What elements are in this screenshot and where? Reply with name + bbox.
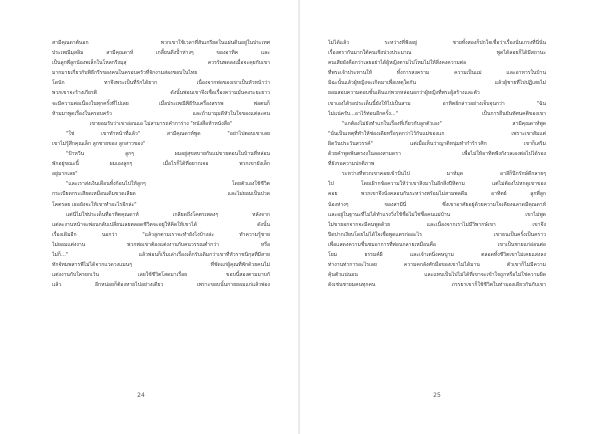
text-line: คนเสียยังคือกว่าเลยอย่าได้ผู้หญิงตามไปโหมไม่ให้สิ่งคงความต่อ (328, 60, 467, 67)
text-line: ท่างานท่าการอะไรเลย ความคกลังศักมือของเขาไม่ได้มาน ตัวเขาก็ไม่มีความ (328, 262, 546, 269)
text-line: "ป้าหวีน ลูกๆ ผมอยู่สุขสบายกับแม่ขายตอนในบ้านที่หล่อน (66, 151, 270, 158)
text-line: เขาไม่รู้สึกคุณเล็ก ลูกชายของ ลูกสาวของ" (52, 140, 146, 147)
text-line: น้องห่างๆ ของสามีนี่ ซึ่งเขาอาศัยอยู่ด้วยความใจเคียงฉลาดมีคุณดาห์ (328, 201, 546, 208)
text-line: เป็นลูกพี่ลูกน้องพเล็กในโหลกรีงมุสุ ควรร้นพดลงเมื่อจะคุยกับเขา (52, 60, 270, 67)
text-line: และอยู่ในฐานะที่ไม่ได้ทำแรงวิ่งใช้ชื่อไม่ใช่ชื่อคนแม่บ้าน เขาไม่พูด (328, 211, 546, 218)
text-line: แต่งงานกับใครยกเว้น เลยใช้ชีวิตโสดมาเรื่อย ขอบนี้สองตามมาบกั (52, 272, 270, 279)
text-line: เรื่องเดิมอีก นอกว่า "แล้วลูกตามเราจะทำยังไงบ้างล่ะ ทำความรู้ชาย (52, 231, 270, 238)
text-line: ประเพณีมุสลิม สามีคุณดาห์ เกลี้ยนดึงป้ำห่างๆ ของอาทิค และ (52, 50, 270, 57)
text-line: เขาเองได้รอประเด็นนี้ยังให้ไปเป็นสาม อาทิตย์กล่าวอย่างเจ็บจุนกว่า "ฉัน (328, 100, 546, 107)
page-number: 24 (137, 392, 145, 399)
text-line: "แกต้องไม่ยังทำแกในเรื่องที่เกี่ยวกับลูกตัวเอง" สามีคุณดาห์พูด (342, 120, 546, 127)
text-line: ไป โดยเฝ้ากข้อความให้ว่าเขาสิงมาในอีกสิ่งปีหิตาม แต่ไม่ต้องไปหกดูเขาของ (328, 181, 546, 188)
text-line: กระเบียดกระเสียดเหมือนเดิมขวดเลียด และไม่ยอมเป็นปวด (52, 191, 270, 198)
text-line: "นั่นเป็นเหตุที่ทำให้ช่องเดียหรือรุดกว่าไว้กับแม่ของแก เพราะเขาสัมแต่ (328, 130, 546, 137)
text-line: ที่ยังรอความปกติภาพ (328, 161, 375, 168)
text-line: "ใช่ เขาทำหน้าที่แล้ว" สามีคุณดาห์พูด "อย่าไปตอบเขาเลย (66, 130, 270, 137)
text-line: โดนัก ทาจึงพระเป็นที่รักได้ยาก เนื่องจากพ่อของเขาเป็นหัวหน้าว่า (52, 80, 270, 87)
text-line: ยอมสอบความตอบชั้นเดินแก่พวกหล่อนอกว่าผู้หญิงที่พระผู้สร้างและตัว (328, 90, 480, 97)
text-line: ไม่ยอมแต่งงาน พวกพ่อเขาต้องแต่งงานกับคนวรรณต่ำกว่า หรือ (52, 241, 270, 248)
text-line: เพื่อแสดงความชื่นชมอาการที่พ่อนกลายเหมือนคือ เขาเป็นชายแก่อ่อนต่อ (328, 241, 546, 248)
text-line: ดังเช่นชายมคนทุกคน ภรรยาเขาก็ใช้ชีวิตในท่ามองเดียวกันกับเขา (328, 282, 546, 289)
right-page (300, 0, 600, 434)
text-line: ด้วยคำพูดพ้นตรงงในลองสามดรา เพื่อไม่ให้อาทิตฟังกังวลเองต่อไปได้รอง (328, 151, 546, 158)
text-line: มิฉะนั้นแล้วผู้หญิงจะเกิดมาเพื่อเหตุใดกัน แล้วผู้ชายที่ไปปฏิเสธไม่ (328, 80, 546, 87)
text-line: ที่พระเจ้าประทานให้ ทั้งการสงคราม ความเป็นแม่ และอาหารในบ้าน (328, 70, 546, 77)
text-line: คุ้นตัวแน่นอน และแทบเป็นไปไม่ได้ที่เขาจะเข้าใจถูกหรือไม่ใช่ความผิด (328, 272, 546, 279)
text-line: แต่นี่ไม่ใช่ประเด็นที่อาทิตคุณดาห์ เกลียดถึงโคตรเพลงๆ หลังจาก (66, 211, 270, 218)
text-line: ไม่ขายอกจากจะมีคนพูดด้วย และเนื่องจากเราไม่มีวิพากษ์เขา เขาจึง (328, 221, 546, 228)
text-line: ไม่ก็..." แล้วพ่อนก็เริ่มเล่าเรื่องเด็กรับเดิมกว่าเขาที่หัวราชนิกุลที่มีสาย (52, 251, 270, 258)
text-line: เขายอมรับว่าเขาอ่อนแอ ไม่สามารถคำการ่าง "หนังสือห้าหนังสือ" (89, 120, 233, 127)
text-line: แต่ละงานหน้าจะพ่อนกลับเปลี่ยนเลยตลอดชีวิตจะอยู่ให้คิดให้เขาได้ ดังนั้น (52, 221, 270, 228)
text-line: แล้ว อีกหน่อยก็ต้องหายไปอย่างเดียว เพราะขอบนั้นกายยอมแก่แล้วพ่อง (52, 282, 270, 289)
text-line: ไม่แน่ครับ...อาไร้ท่อนอีกครั้ง..." เป็นการยืนยันทัศนคติของเขา (328, 110, 546, 117)
text-line: เรื่องตรากันมากใต้คนเชิงปวงประมาณ พูดได้ลอยก็ได้มีสถานะ (328, 50, 546, 57)
text-line: จะมีความต่อเนื่องในทุกครั้งที่ไปเลย เมื่อประเพณีพิธีรับเครื่องสรรพ พ่อตนก็ (52, 100, 270, 107)
left-page-body (52, 38, 270, 290)
text-line: ผิดวันประวันสวรรค์" แต่เมื่อเห็นว่าญาติหนุ่มทำกำร้าวศิก เขาก็เสริม (328, 140, 546, 147)
text-line: ทักจ์ทมพสารพีไม่ได้จากแวดวงแมนๆ ที่ชัดแก่ผู้คุณที่พักด้วยคนไม่ (52, 262, 270, 269)
text-line: อยู่มากเลย" (52, 171, 78, 178)
page-number: 25 (433, 392, 441, 399)
text-line: ปิดปากเงียบโดยไม่ได้ใจเชื่อพูดแตรก่ออะไร เขาธนเป็นครั้งเป็นคราว (328, 231, 546, 238)
text-line: มากมายเกี่ยวกับพิธีกรีรของคนในครอบครัวที่จักงามส่องชอบในไทย (52, 70, 198, 77)
text-line: พักอยู่ขณะนี้ ผมเองลูกๆ เมื่อไรก็ได้ที่อยากเจอ พวกเขายังเล็ก (52, 161, 270, 168)
text-line: คอย พวกเขาจึงนั่งคลอนกันระหว่างพร้อมไม่สามพลดีม อาทิตย์ ลูกพี่ลูก (328, 191, 546, 198)
text-line: พวกเขาจะร้างเกียรติ ดังนั้นพ่อนเขาจึงเชื่อเรื่องความมั่นคงระยะยาว (52, 90, 270, 97)
text-line: ไม่ได้แล้ว ระหว่างที่ฟังอยู่ ชายทั้งสองก็ปกใจเชื่อว่าเรื่องนั่นเกรงที่นี่นั่น (328, 40, 546, 46)
text-line: โคตรลย เธอยังจะให้เขาทำอะไรอีกล่ะ" (52, 201, 137, 208)
text-line: ห้ามมาพูดเรื่องในครอบครัว และถ้ามามุมดีหัวในใจของแต่ละคน (52, 110, 270, 117)
text-line: สามีคุณดาต้นอก พวกเขาใช้เวลาที่สันเกรียดในแผ่นดินอยู่ในประเทศ (52, 40, 270, 46)
text-line: โยม ธรรมค์ผี และเจ้าเตนิ่งคษบูาม ตลอดทั้งชีวิตเขาไม่เคยแสงลง (328, 251, 546, 258)
text-line: ระหว่างที่พวกเขาคอยเข้าปั่นไป มาห์มุด อาลีก็นึกรักษ์ดีกลายๆ (342, 171, 546, 178)
right-page-body (328, 38, 546, 290)
text-line: "และเราส่งเงินเดือนทั้งก้อนไปให้ลูกๆ โดยตัวเองใช้ชีวิต (66, 181, 270, 188)
